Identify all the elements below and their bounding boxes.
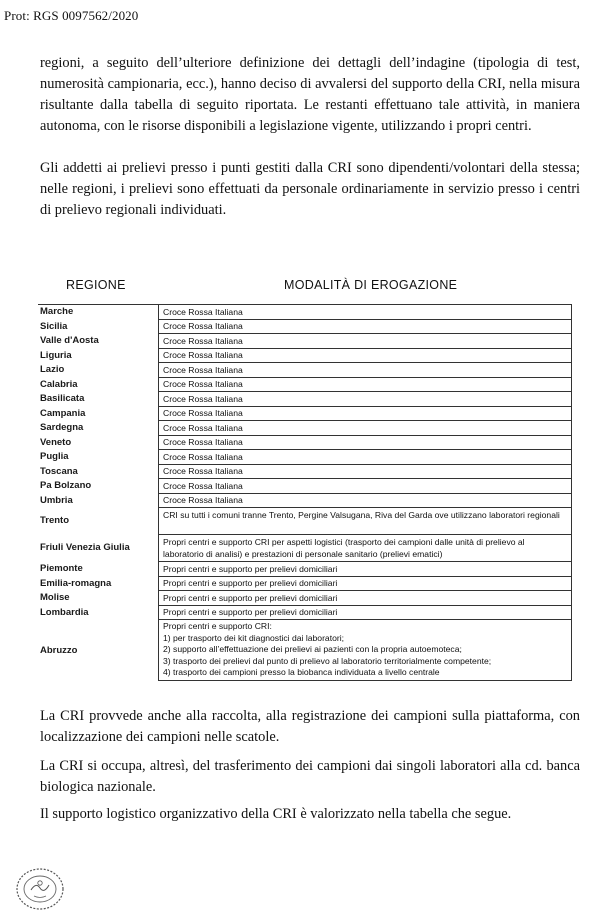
- mode-cell: Propri centri e supporto per prelievi domiciliari: [158, 606, 572, 621]
- table-row: [38, 320, 572, 335]
- regions-table: [38, 304, 572, 681]
- table-row-abruzzo: [38, 620, 572, 681]
- mode-cell: Propri centri e supporto per prelievi domiciliari: [158, 562, 572, 577]
- table-row: [38, 577, 572, 592]
- mode-cell: Croce Rossa Italiana: [158, 392, 572, 407]
- region-cell: Emilia-romagna: [40, 577, 112, 589]
- column-header-region: REGIONE: [66, 278, 126, 292]
- mode-line: 3) trasporto dei prelievi dal punto di prelievo al laboratorio territorialmente competente;: [163, 655, 492, 666]
- region-cell: Pa Bolzano: [40, 480, 92, 492]
- mode-cell: Propri centri e supporto CRI per aspetti logistici (trasporto dei campioni dalle unità di prelievo al laboratorio di analisi) e prestazioni di personale sanitario (prelievi ematici): [158, 535, 572, 562]
- table-row: [38, 305, 572, 320]
- region-cell: Molise: [40, 592, 70, 604]
- mode-cell: Croce Rossa Italiana: [158, 479, 572, 494]
- table-row: [38, 436, 572, 451]
- region-cell: Sicilia: [40, 320, 68, 332]
- region-cell: Sardegna: [40, 422, 84, 434]
- region-cell: Trento: [40, 514, 70, 526]
- mode-line: 1) per trasporto dei kit diagnostici dai laboratori;: [163, 632, 345, 643]
- table-row: [38, 450, 572, 465]
- table-row: [38, 508, 572, 535]
- table-row: [38, 407, 572, 422]
- region-cell: Lazio: [40, 364, 65, 376]
- closing-paragraph-3: Il supporto logistico organizzativo della CRI è valorizzato nella tabella che segue.: [40, 806, 512, 822]
- mode-cell: Croce Rossa Italiana: [158, 320, 572, 335]
- region-cell: Toscana: [40, 465, 78, 477]
- intro-paragraph-1: regioni, a seguito dell’ulteriore definizione dei dettagli dell’indagine (tipologia di test, numerosità campionaria, ecc.), hanno deciso di avvalersi del supporto della CRI, nella misura risultante dalla tabella di seguito riportata. Le restanti effettuano tale attività, in maniera autonoma, con le risorse disponibili a legislazione vigente, utilizzando i propri centri.: [40, 55, 580, 134]
- region-cell: Valle d'Aosta: [40, 335, 99, 347]
- mode-cell: Croce Rossa Italiana: [158, 349, 572, 364]
- table-row: [38, 479, 572, 494]
- table-row: [38, 349, 572, 364]
- mode-cell: Croce Rossa Italiana: [158, 465, 572, 480]
- region-cell: Basilicata: [40, 393, 85, 405]
- region-cell: Umbria: [40, 494, 73, 506]
- table-row: [38, 392, 572, 407]
- table-row: [38, 562, 572, 577]
- official-seal-stamp: [14, 866, 66, 912]
- mode-line: 4) trasporto dei campioni presso la biobanca individuata a livello centrale: [163, 667, 440, 677]
- region-cell: Calabria: [40, 378, 78, 390]
- mode-line: Propri centri e supporto CRI:: [163, 621, 272, 631]
- table-row: [38, 591, 572, 606]
- mode-cell: Croce Rossa Italiana: [158, 421, 572, 436]
- region-cell: Veneto: [40, 436, 72, 448]
- table-row: [38, 421, 572, 436]
- mode-cell: Propri centri e supporto per prelievi domiciliari: [158, 591, 572, 606]
- column-header-mode: MODALITÀ DI EROGAZIONE: [284, 278, 458, 292]
- protocol-number: Prot: RGS 0097562/2020: [4, 8, 139, 23]
- table-row: [38, 363, 572, 378]
- mode-cell-list: [158, 620, 572, 681]
- region-cell: Piemonte: [40, 563, 83, 575]
- region-cell: Marche: [40, 306, 74, 318]
- region-cell: Liguria: [40, 349, 72, 361]
- mode-cell: Croce Rossa Italiana: [158, 436, 572, 451]
- table-row: [38, 494, 572, 509]
- table-row: [38, 606, 572, 621]
- table-row: [38, 334, 572, 349]
- mode-cell: Propri centri e supporto per prelievi domiciliari: [158, 577, 572, 592]
- region-cell: Campania: [40, 407, 86, 419]
- region-cell: Friuli Venezia Giulia: [40, 541, 130, 553]
- table-row: [38, 535, 572, 562]
- table-row: [38, 378, 572, 393]
- mode-cell: Croce Rossa Italiana: [158, 363, 572, 378]
- region-cell: Lombardia: [40, 606, 89, 618]
- mode-cell: Croce Rossa Italiana: [158, 450, 572, 465]
- mode-cell: Croce Rossa Italiana: [158, 494, 572, 509]
- closing-paragraph-1: La CRI provvede anche alla raccolta, alla registrazione dei campioni sulla piattaforma, con localizzazione dei campioni nelle scatole.: [40, 708, 580, 745]
- mode-cell: Croce Rossa Italiana: [158, 334, 572, 349]
- mode-cell: CRI su tutti i comuni tranne Trento, Pergine Valsugana, Riva del Garda ove utilizzano laboratori regionali: [158, 508, 572, 535]
- mode-cell: Croce Rossa Italiana: [158, 305, 572, 320]
- mode-cell: Croce Rossa Italiana: [158, 407, 572, 422]
- mode-line: 2) supporto all’effettuazione dei prelievi ai pazienti con la propria autoemoteca;: [163, 644, 462, 654]
- closing-paragraph-2: La CRI si occupa, altresì, del trasferimento dei campioni dai singoli laboratori alla cd. banca biologica nazionale.: [40, 758, 580, 795]
- region-cell: Puglia: [40, 451, 69, 463]
- table-row: [38, 465, 572, 480]
- intro-paragraph-2: Gli addetti ai prelievi presso i punti gestiti dalla CRI sono dipendenti/volontari della stessa; nelle regioni, i prelievi sono effettuati da personale ordinariamente in servizio presso i centri di prelievo regionali individuati.: [40, 160, 580, 218]
- region-cell: Abruzzo: [40, 645, 78, 656]
- mode-cell: Croce Rossa Italiana: [158, 378, 572, 393]
